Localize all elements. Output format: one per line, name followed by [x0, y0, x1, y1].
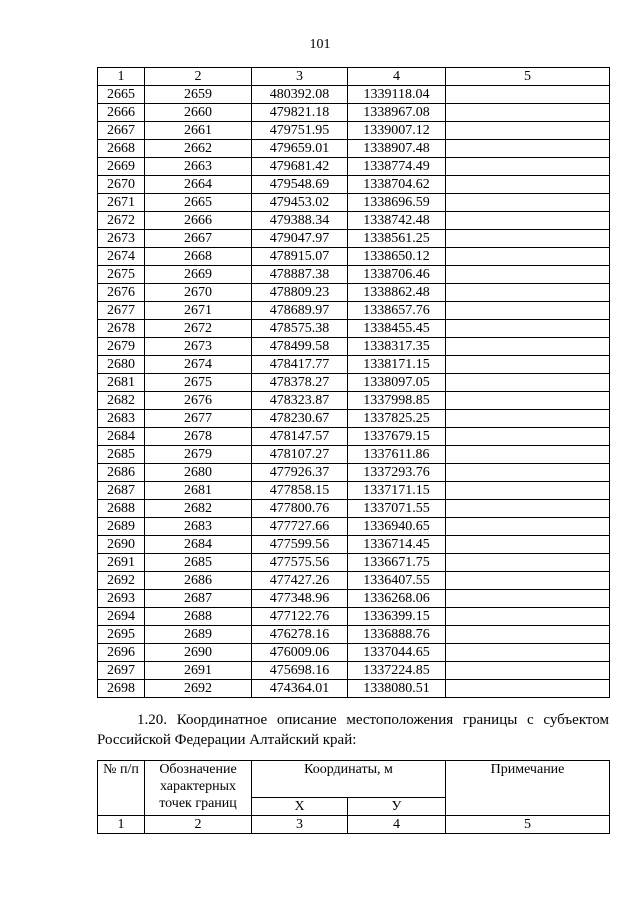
- row-number-cell: 2680: [98, 356, 145, 374]
- row-number-cell: 2681: [98, 374, 145, 392]
- note-cell: [446, 482, 610, 500]
- row-number-cell: 2694: [98, 608, 145, 626]
- table-row: [98, 140, 610, 158]
- point-designation-cell: 2669: [145, 266, 252, 284]
- row-number-cell: 2687: [98, 482, 145, 500]
- table-row: [98, 608, 610, 626]
- note-cell: [446, 140, 610, 158]
- point-designation-cell: 2661: [145, 122, 252, 140]
- y-coordinate-cell: 1338774.49: [348, 158, 446, 176]
- page-number: 101: [309, 37, 331, 52]
- row-number-cell: 2686: [98, 464, 145, 482]
- row-number-cell: 2688: [98, 500, 145, 518]
- note-cell: [446, 392, 610, 410]
- table-row: [98, 266, 610, 284]
- section-text: 1.20. Координатное описание местоположения границы с субъектом Российской Федерации Алтайский край:: [97, 712, 609, 748]
- note-cell: [446, 500, 610, 518]
- header-number-cell: 2: [145, 816, 252, 834]
- header-coordinates: Координаты, м: [252, 761, 446, 798]
- point-designation-cell: 2687: [145, 590, 252, 608]
- y-coordinate-cell: 1337611.86: [348, 446, 446, 464]
- table-row: [98, 392, 610, 410]
- table-row: [98, 590, 610, 608]
- y-coordinate-cell: 1337171.15: [348, 482, 446, 500]
- point-designation-cell: 2668: [145, 248, 252, 266]
- x-coordinate-cell: 478107.27: [252, 446, 348, 464]
- x-coordinate-cell: 479388.34: [252, 212, 348, 230]
- note-cell: [446, 266, 610, 284]
- x-coordinate-cell: 478378.27: [252, 374, 348, 392]
- y-coordinate-cell: 1336407.55: [348, 572, 446, 590]
- table-row: [98, 536, 610, 554]
- y-coordinate-cell: 1337224.85: [348, 662, 446, 680]
- note-cell: [446, 104, 610, 122]
- y-coordinate-cell: 1336888.76: [348, 626, 446, 644]
- header-x: X: [252, 798, 348, 816]
- y-coordinate-cell: 1336671.75: [348, 554, 446, 572]
- row-number-cell: 2672: [98, 212, 145, 230]
- point-designation-cell: 2671: [145, 302, 252, 320]
- point-designation-cell: 2667: [145, 230, 252, 248]
- point-designation-cell: 2686: [145, 572, 252, 590]
- header-number-cell: 1: [98, 816, 145, 834]
- note-cell: [446, 428, 610, 446]
- y-coordinate-cell: 1338097.05: [348, 374, 446, 392]
- point-designation-cell: 2674: [145, 356, 252, 374]
- header-number-cell: 3: [252, 816, 348, 834]
- row-number-cell: 2679: [98, 338, 145, 356]
- table-row: [98, 86, 610, 104]
- column-header: 5: [446, 68, 610, 86]
- note-cell: [446, 122, 610, 140]
- x-coordinate-cell: 479751.95: [252, 122, 348, 140]
- note-cell: [446, 302, 610, 320]
- note-cell: [446, 518, 610, 536]
- point-designation-cell: 2676: [145, 392, 252, 410]
- point-designation-cell: 2675: [145, 374, 252, 392]
- table-row: [98, 356, 610, 374]
- row-number-cell: 2666: [98, 104, 145, 122]
- x-coordinate-cell: 477427.26: [252, 572, 348, 590]
- note-cell: [446, 212, 610, 230]
- note-cell: [446, 176, 610, 194]
- x-coordinate-cell: 477727.66: [252, 518, 348, 536]
- point-designation-cell: 2683: [145, 518, 252, 536]
- y-coordinate-cell: 1337071.55: [348, 500, 446, 518]
- table-row: [98, 680, 610, 698]
- note-cell: [446, 572, 610, 590]
- row-number-cell: 2676: [98, 284, 145, 302]
- x-coordinate-cell: 476009.06: [252, 644, 348, 662]
- row-number-cell: 2698: [98, 680, 145, 698]
- y-coordinate-cell: 1338742.48: [348, 212, 446, 230]
- x-coordinate-cell: 480392.08: [252, 86, 348, 104]
- column-header: 4: [348, 68, 446, 86]
- table-row: [98, 500, 610, 518]
- header-number-cell: 5: [446, 816, 610, 834]
- header-number-cell: 4: [348, 816, 446, 834]
- note-cell: [446, 662, 610, 680]
- y-coordinate-cell: 1338706.46: [348, 266, 446, 284]
- row-number-cell: 2697: [98, 662, 145, 680]
- table-row: [98, 302, 610, 320]
- x-coordinate-cell: 479821.18: [252, 104, 348, 122]
- row-number-cell: 2670: [98, 176, 145, 194]
- row-number-cell: 2674: [98, 248, 145, 266]
- x-coordinate-cell: 478575.38: [252, 320, 348, 338]
- x-coordinate-cell: 479453.02: [252, 194, 348, 212]
- table-row: [98, 410, 610, 428]
- x-coordinate-cell: 475698.16: [252, 662, 348, 680]
- x-coordinate-cell: 478323.87: [252, 392, 348, 410]
- row-number-cell: 2675: [98, 266, 145, 284]
- x-coordinate-cell: 478887.38: [252, 266, 348, 284]
- y-coordinate-cell: 1338080.51: [348, 680, 446, 698]
- point-designation-cell: 2690: [145, 644, 252, 662]
- y-coordinate-cell: 1338317.35: [348, 338, 446, 356]
- x-coordinate-cell: 478499.58: [252, 338, 348, 356]
- y-coordinate-cell: 1337044.65: [348, 644, 446, 662]
- note-cell: [446, 608, 610, 626]
- point-designation-cell: 2684: [145, 536, 252, 554]
- point-designation-cell: 2665: [145, 194, 252, 212]
- point-designation-cell: 2666: [145, 212, 252, 230]
- table-row: [98, 230, 610, 248]
- note-cell: [446, 248, 610, 266]
- y-coordinate-cell: 1338455.45: [348, 320, 446, 338]
- y-coordinate-cell: 1336940.65: [348, 518, 446, 536]
- column-header: 3: [252, 68, 348, 86]
- row-number-cell: 2669: [98, 158, 145, 176]
- y-coordinate-cell: 1337679.15: [348, 428, 446, 446]
- table-row: [98, 320, 610, 338]
- note-cell: [446, 410, 610, 428]
- row-number-cell: 2667: [98, 122, 145, 140]
- y-coordinate-cell: 1338650.12: [348, 248, 446, 266]
- y-coordinate-cell: 1338862.48: [348, 284, 446, 302]
- table-row: [98, 482, 610, 500]
- point-designation-cell: 2677: [145, 410, 252, 428]
- point-designation-cell: 2688: [145, 608, 252, 626]
- note-cell: [446, 680, 610, 698]
- x-coordinate-cell: 478230.67: [252, 410, 348, 428]
- row-number-cell: 2668: [98, 140, 145, 158]
- y-coordinate-cell: 1338171.15: [348, 356, 446, 374]
- table-row: [98, 644, 610, 662]
- column-header: 1: [98, 68, 145, 86]
- x-coordinate-cell: 477858.15: [252, 482, 348, 500]
- y-coordinate-cell: 1338704.62: [348, 176, 446, 194]
- note-cell: [446, 446, 610, 464]
- row-number-cell: 2693: [98, 590, 145, 608]
- point-designation-cell: 2672: [145, 320, 252, 338]
- header-designation: Обозначение характерных точек границ: [145, 761, 252, 816]
- table-row: [98, 122, 610, 140]
- point-designation-cell: 2685: [145, 554, 252, 572]
- table-row: [98, 518, 610, 536]
- x-coordinate-cell: 479659.01: [252, 140, 348, 158]
- table-row: [98, 158, 610, 176]
- y-coordinate-cell: 1336268.06: [348, 590, 446, 608]
- row-number-cell: 2685: [98, 446, 145, 464]
- x-coordinate-cell: 477599.56: [252, 536, 348, 554]
- table-row: [98, 104, 610, 122]
- note-cell: [446, 554, 610, 572]
- row-number-cell: 2692: [98, 572, 145, 590]
- row-number-cell: 2665: [98, 86, 145, 104]
- point-designation-cell: 2673: [145, 338, 252, 356]
- row-number-cell: 2690: [98, 536, 145, 554]
- x-coordinate-cell: 477800.76: [252, 500, 348, 518]
- row-number-cell: 2671: [98, 194, 145, 212]
- row-number-cell: 2684: [98, 428, 145, 446]
- y-coordinate-cell: 1336714.45: [348, 536, 446, 554]
- table-row: [98, 662, 610, 680]
- x-coordinate-cell: 479548.69: [252, 176, 348, 194]
- row-number-cell: 2683: [98, 410, 145, 428]
- table-row: [98, 428, 610, 446]
- note-cell: [446, 338, 610, 356]
- row-number-cell: 2696: [98, 644, 145, 662]
- note-cell: [446, 464, 610, 482]
- column-header: 2: [145, 68, 252, 86]
- header-y: У: [348, 798, 446, 816]
- table-row: [98, 464, 610, 482]
- y-coordinate-cell: 1337998.85: [348, 392, 446, 410]
- x-coordinate-cell: 476278.16: [252, 626, 348, 644]
- note-cell: [446, 356, 610, 374]
- x-coordinate-cell: 477926.37: [252, 464, 348, 482]
- y-coordinate-cell: 1338967.08: [348, 104, 446, 122]
- x-coordinate-cell: 477122.76: [252, 608, 348, 626]
- table-row: [98, 284, 610, 302]
- table-row: [98, 248, 610, 266]
- x-coordinate-cell: 478417.77: [252, 356, 348, 374]
- point-designation-cell: 2691: [145, 662, 252, 680]
- note-cell: [446, 230, 610, 248]
- y-coordinate-cell: 1338907.48: [348, 140, 446, 158]
- table-row: [98, 212, 610, 230]
- x-coordinate-cell: 479047.97: [252, 230, 348, 248]
- x-coordinate-cell: 474364.01: [252, 680, 348, 698]
- table-row: [98, 572, 610, 590]
- point-designation-cell: 2660: [145, 104, 252, 122]
- note-cell: [446, 590, 610, 608]
- y-coordinate-cell: 1337293.76: [348, 464, 446, 482]
- note-cell: [446, 284, 610, 302]
- coordinates-table: [97, 67, 610, 698]
- point-designation-cell: 2662: [145, 140, 252, 158]
- point-designation-cell: 2692: [145, 680, 252, 698]
- note-cell: [446, 158, 610, 176]
- table-row: [98, 446, 610, 464]
- row-number-cell: 2673: [98, 230, 145, 248]
- point-designation-cell: 2682: [145, 500, 252, 518]
- note-cell: [446, 626, 610, 644]
- note-cell: [446, 374, 610, 392]
- column-number-row: [98, 68, 610, 86]
- x-coordinate-cell: 478689.97: [252, 302, 348, 320]
- header-note: Примечание: [446, 761, 610, 816]
- note-cell: [446, 536, 610, 554]
- note-cell: [446, 320, 610, 338]
- point-designation-cell: 2678: [145, 428, 252, 446]
- y-coordinate-cell: 1338696.59: [348, 194, 446, 212]
- point-designation-cell: 2670: [145, 284, 252, 302]
- row-number-cell: 2682: [98, 392, 145, 410]
- y-coordinate-cell: 1339007.12: [348, 122, 446, 140]
- note-cell: [446, 194, 610, 212]
- table-row: [98, 176, 610, 194]
- point-designation-cell: 2680: [145, 464, 252, 482]
- boundary-header-table: [97, 760, 610, 834]
- point-designation-cell: 2664: [145, 176, 252, 194]
- point-designation-cell: 2659: [145, 86, 252, 104]
- y-coordinate-cell: 1337825.25: [348, 410, 446, 428]
- row-number-cell: 2689: [98, 518, 145, 536]
- table-row: [98, 554, 610, 572]
- x-coordinate-cell: 477348.96: [252, 590, 348, 608]
- point-designation-cell: 2681: [145, 482, 252, 500]
- x-coordinate-cell: 479681.42: [252, 158, 348, 176]
- x-coordinate-cell: 478147.57: [252, 428, 348, 446]
- x-coordinate-cell: 478809.23: [252, 284, 348, 302]
- point-designation-cell: 2663: [145, 158, 252, 176]
- x-coordinate-cell: 477575.56: [252, 554, 348, 572]
- table-row: [98, 626, 610, 644]
- y-coordinate-cell: 1338561.25: [348, 230, 446, 248]
- note-cell: [446, 86, 610, 104]
- y-coordinate-cell: 1339118.04: [348, 86, 446, 104]
- table-row: [98, 194, 610, 212]
- section-paragraph: [97, 710, 609, 750]
- y-coordinate-cell: 1336399.15: [348, 608, 446, 626]
- header-num: № п/п: [98, 761, 145, 816]
- point-designation-cell: 2679: [145, 446, 252, 464]
- table-row: [98, 338, 610, 356]
- note-cell: [446, 644, 610, 662]
- row-number-cell: 2691: [98, 554, 145, 572]
- y-coordinate-cell: 1338657.76: [348, 302, 446, 320]
- row-number-cell: 2677: [98, 302, 145, 320]
- table-row: [98, 374, 610, 392]
- row-number-cell: 2695: [98, 626, 145, 644]
- row-number-cell: 2678: [98, 320, 145, 338]
- x-coordinate-cell: 478915.07: [252, 248, 348, 266]
- point-designation-cell: 2689: [145, 626, 252, 644]
